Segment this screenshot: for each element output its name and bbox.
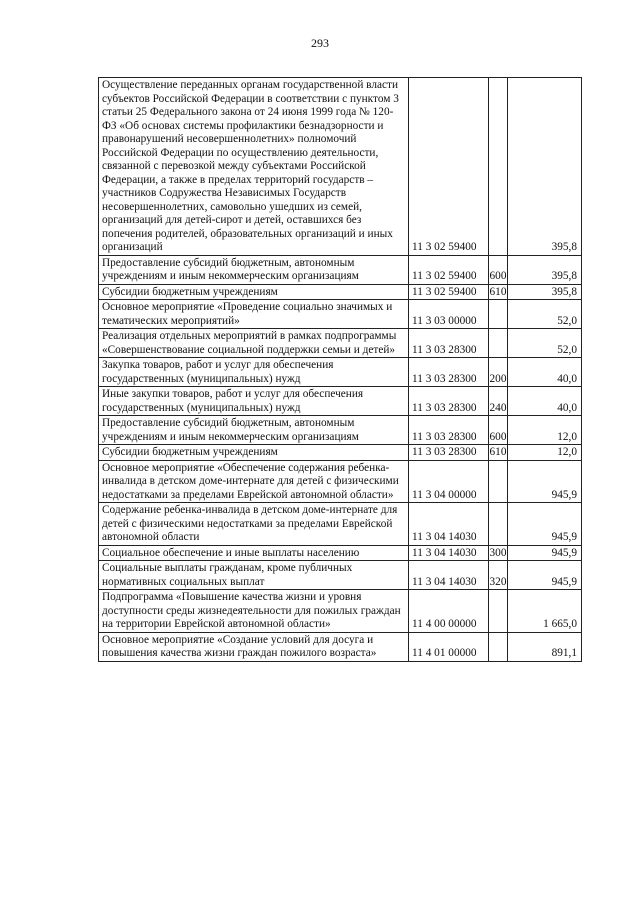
table-row (99, 503, 582, 546)
row-sum-cell: 40,0 (508, 358, 582, 387)
row-expense-type-cell: 240 (489, 387, 508, 416)
row-expense-type-cell (489, 78, 508, 256)
row-name-cell: Закупка товаров, работ и услуг для обеспечения государственных (муниципальных) нужд (99, 358, 409, 387)
row-sum-cell: 395,8 (508, 284, 582, 300)
table-row (99, 445, 582, 461)
row-code-cell: 11 3 02 59400 (409, 284, 489, 300)
row-code-cell: 11 3 04 00000 (409, 460, 489, 503)
table-row (99, 561, 582, 590)
table-row (99, 284, 582, 300)
row-sum-cell: 945,9 (508, 503, 582, 546)
row-sum-cell: 395,8 (508, 255, 582, 284)
row-sum-cell: 395,8 (508, 78, 582, 256)
row-expense-type-cell: 610 (489, 446, 507, 458)
row-sum-cell: 891,1 (508, 632, 582, 661)
row-name-cell: Субсидии бюджетным учреждениям (99, 284, 409, 300)
row-code-cell: 11 3 03 28300 (409, 416, 489, 445)
row-sum-cell: 12,0 (508, 416, 582, 445)
row-name-cell: Субсидии бюджетным учреждениям (99, 445, 409, 461)
row-name-cell: Содержание ребенка-инвалида в детском доме-интернате для детей с физическими недостатками за пределами Еврейской автономной области (99, 503, 409, 546)
page-number: 293 (311, 36, 329, 50)
row-sum-cell: 52,0 (508, 329, 582, 358)
row-name-cell: Предоставление субсидий бюджетным, автономным учреждениям и иным некоммерческим организациям (99, 416, 409, 445)
row-code-cell: 11 3 04 14030 (409, 503, 489, 546)
row-name-cell: Осуществление переданных органам государственной власти субъектов Российской Федерации в соответствии с пунктом 3 статьи 25 Федерального закона от 24 июня 1999 года № 120-ФЗ «Об основах системы профилактики безнадзорности и правонарушений несовершеннолетних» полномочий Российской Федерации по осуществлению деятельности, связанной с перевозкой между субъектами Российской Федерации, а также в пределах территорий государств – участников Содружества Независимых Государств несовершеннолетних, самовольно ушедших из семей, организаций для детей-сирот и детей, оставшихся без попечения родителей, образовательных организаций и иных организаций (99, 78, 409, 256)
row-code-cell: 11 3 04 14030 (409, 561, 489, 590)
table-row (99, 300, 582, 329)
row-sum-cell: 40,0 (508, 387, 582, 416)
row-code-cell: 11 4 00 00000 (409, 590, 489, 633)
row-name-cell: Социальные выплаты гражданам, кроме публичных нормативных социальных выплат (99, 561, 409, 590)
table-row (99, 460, 582, 503)
row-name-cell: Иные закупки товаров, работ и услуг для обеспечения государственных (муниципальных) нужд (99, 387, 409, 416)
budget-table (98, 77, 582, 662)
row-name-cell: Основное мероприятие «Создание условий для досуга и повышения качества жизни граждан пожилого возраста» (99, 632, 409, 661)
row-code-cell: 11 3 03 00000 (409, 300, 489, 329)
row-code-cell: 11 3 02 59400 (409, 78, 489, 256)
row-expense-type-cell: 610 (489, 285, 507, 298)
row-code-cell: 11 4 01 00000 (409, 632, 489, 661)
row-expense-type-cell (489, 632, 508, 661)
row-sum-cell: 945,9 (508, 561, 582, 590)
table-row (99, 545, 582, 561)
row-code-cell: 11 3 02 59400 (409, 255, 489, 284)
row-code-cell: 11 3 03 28300 (409, 387, 489, 416)
table-row (99, 358, 582, 387)
row-expense-type-cell (489, 329, 508, 358)
row-sum-cell: 12,0 (508, 445, 582, 461)
table-row (99, 255, 582, 284)
row-expense-type-cell (489, 590, 508, 633)
row-name-cell: Предоставление субсидий бюджетным, автономным учреждениям и иным некоммерческим организациям (99, 255, 409, 284)
row-sum-cell: 945,9 (508, 460, 582, 503)
row-expense-type-cell: 320 (489, 561, 508, 590)
row-name-cell: Реализация отдельных мероприятий в рамках подпрограммы «Совершенствование социальной поддержки семьи и детей» (99, 329, 409, 358)
row-code-cell: 11 3 03 28300 (409, 445, 489, 461)
table-row (99, 387, 582, 416)
row-name-cell: Подпрограмма «Повышение качества жизни и уровня доступности среды жизнедеятельности для пожилых граждан на территории Еврейской автономной области» (99, 590, 409, 633)
table-row (99, 590, 582, 633)
row-expense-type-cell (489, 503, 508, 546)
row-sum-cell: 945,9 (508, 545, 582, 561)
row-name-cell: Основное мероприятие «Обеспечение содержания ребенка-инвалида в детском доме-интернате для детей с физическими недостатками за пределами Еврейской автономной области» (99, 460, 409, 503)
row-sum-cell: 52,0 (508, 300, 582, 329)
row-name-cell: Социальное обеспечение и иные выплаты населению (99, 545, 409, 561)
row-expense-type-cell: 300 (489, 546, 507, 559)
table-row (99, 416, 582, 445)
row-code-cell: 11 3 03 28300 (409, 329, 489, 358)
row-sum-cell: 1 665,0 (508, 590, 582, 633)
row-expense-type-cell (489, 300, 508, 329)
table-body (99, 78, 582, 662)
row-expense-type-cell: 600 (489, 255, 508, 284)
row-code-cell: 11 3 04 14030 (409, 545, 489, 561)
row-expense-type-cell: 600 (489, 416, 508, 445)
row-name-cell: Основное мероприятие «Проведение социально значимых и тематических мероприятий» (99, 300, 409, 329)
table-row (99, 329, 582, 358)
row-expense-type-cell: 200 (489, 358, 508, 387)
row-code-cell: 11 3 03 28300 (409, 358, 489, 387)
table-row (99, 78, 582, 256)
table-row (99, 632, 582, 661)
row-expense-type-cell (489, 460, 508, 503)
